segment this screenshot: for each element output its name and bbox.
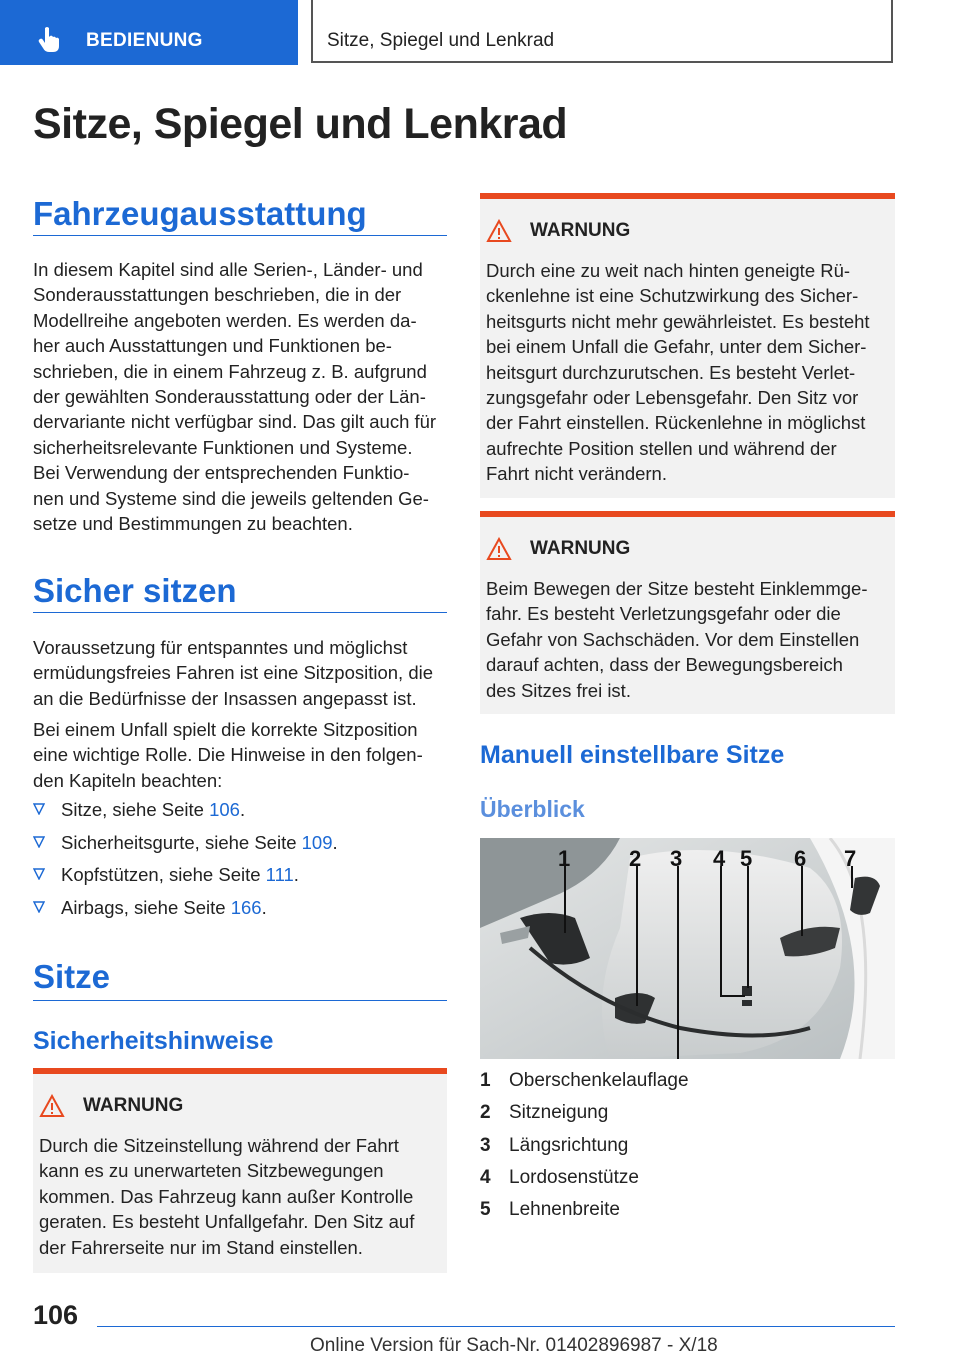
fahrzeug-paragraph: In diesem Kapitel sind alle Serien-, Länder- und Sonderausstattungen beschrieben, die in der Modellreihe angeboten werden. Es werden da‐ her auch Ausstattungen und Funktionen be‐ schrieben, die in einem Fahrzeug z. B. aufgrund der gewählten Sonderausstattung oder der Län‐ dervariante nicht verfügbar sind. Das gilt auch für sicherheitsrelevante Funktionen und Systeme. Bei Verwendung der entsprechenden Funktio‐ nen und Systeme sind die jeweils geltenden Ge‐ setze und Bestimmungen zu beachten. — [33, 259, 437, 535]
list-item: Kopfstützen, siehe Seite 111. — [33, 864, 338, 897]
seat-illustration — [480, 838, 895, 1059]
sicher-paragraph-1: Voraussetzung für entspanntes und möglichst ermüdungsfreies Fahren ist eine Sitzposition, die an die Bedürfnisse der Insassen angepasst ist. — [33, 637, 434, 709]
footer-divider — [97, 1326, 895, 1327]
page-link-106[interactable]: 106 — [209, 799, 240, 820]
page-title: Sitze, Spiegel und Lenkrad — [33, 100, 568, 148]
heading-sicher-sitzen: Sicher sitzen — [33, 572, 447, 613]
list-item: Sicherheitsgurte, siehe Seite 109. — [33, 832, 338, 865]
list-item: 3 Längsrichtung — [480, 1134, 629, 1156]
warning-box-right-2 — [480, 511, 895, 714]
list-item: 2 Sitzneigung — [480, 1102, 609, 1124]
footer-text: Online Version für Sach-Nr. 01402896987 - X/18 — [310, 1335, 718, 1356]
callout-1: 1 — [558, 846, 571, 871]
cross-reference-list — [33, 799, 338, 929]
warning-label: WARNUNG — [83, 1095, 184, 1116]
list-item: 4 Lordosenstütze — [480, 1166, 639, 1188]
callout-2: 2 — [629, 846, 642, 871]
warning-box-left — [33, 1068, 447, 1273]
warning-label: WARNUNG — [530, 538, 631, 559]
triangle-bullet-icon — [33, 803, 45, 815]
page-link-109[interactable]: 109 — [301, 831, 333, 853]
heading-ueberblick: Überblick — [480, 796, 585, 822]
warning-text: Durch eine zu weit nach hinten geneigte Rü‐ ckenlehne ist eine Schutzwirkung des Sicher‐ heitsgurts nicht mehr gewährleistet. Es besteht bei einem Unfall die Gefahr, unter dem Sicher‐ heitsgurt durchzurutschen. Es besteht Verlet‐ zungsgefahr oder Lebensgefahr. Den Sitz vor der Fahrt einstellen. Rückenlehne in möglichst aufrechte Position stellen und während der Fahrt nicht verändern. — [486, 260, 870, 485]
callout-3: 3 — [670, 846, 683, 871]
warning-label: WARNUNG — [530, 220, 631, 241]
warning-triangle-icon — [486, 219, 512, 243]
seat-controls-photo — [480, 838, 895, 1059]
triangle-bullet-icon — [33, 836, 45, 848]
callout-6: 6 — [794, 846, 807, 871]
warning-header — [39, 1094, 183, 1118]
sicher-paragraph-2: Bei einem Unfall spielt die korrekte Sitzposition eine wichtige Rolle. Die Hinweise in den folgen‐ den Kapiteln beachten: — [33, 719, 423, 791]
heading-sitze: Sitze — [33, 958, 447, 1001]
chapter-tab-label: Sitze, Spiegel und Lenkrad — [327, 30, 555, 51]
chapter-tab[interactable] — [311, 0, 893, 63]
page-link-111[interactable]: 111 — [265, 864, 294, 885]
list-item: Sitze, siehe Seite 106. — [33, 799, 338, 832]
callout-5: 5 — [740, 846, 753, 871]
heading-fahrzeugausstattung: Fahrzeugausstattung — [33, 195, 447, 236]
list-item: 1 Oberschenkelauflage — [480, 1070, 689, 1091]
section-tab[interactable] — [0, 0, 298, 65]
warning-triangle-icon — [39, 1094, 65, 1118]
legend-list — [480, 1070, 689, 1231]
warning-text: Beim Bewegen der Sitze besteht Einklemmge‐ fahr. Es besteht Verletzungsgefahr oder die Gefahr von Sachschäden. Vor dem Einstellen darauf achten, dass der Bewegungsbereich des Sitzes frei ist. — [486, 578, 868, 701]
heading-sicherheitshinweise: Sicherheitshinweise — [33, 1027, 274, 1055]
warning-header — [486, 537, 630, 561]
warning-box-right-1 — [480, 193, 895, 498]
hand-pointer-icon — [38, 26, 62, 52]
warning-triangle-icon — [486, 537, 512, 561]
list-item: 5 Lehnenbreite — [480, 1199, 620, 1221]
warning-text: Durch die Sitzeinstellung während der Fahrt kann es zu unerwarteten Sitzbewegungen kommen. Das Fahrzeug kann außer Kontrolle geraten. Es besteht Unfallgefahr. Den Sitz auf der Fahrerseite nur im Stand einstellen. — [39, 1135, 415, 1258]
page-number: 106 — [33, 1300, 79, 1330]
list-item: Airbags, siehe Seite 166. — [33, 897, 338, 930]
page-link-166[interactable]: 166 — [230, 896, 262, 918]
callout-7: 7 — [844, 846, 857, 871]
triangle-bullet-icon — [33, 868, 45, 880]
section-tab-label: BEDIENUNG — [86, 30, 203, 51]
heading-manuell-einstellbare-sitze: Manuell einstellbare Sitze — [480, 741, 785, 769]
callout-4: 4 — [713, 846, 726, 871]
warning-header — [486, 219, 630, 243]
triangle-bullet-icon — [33, 901, 45, 913]
